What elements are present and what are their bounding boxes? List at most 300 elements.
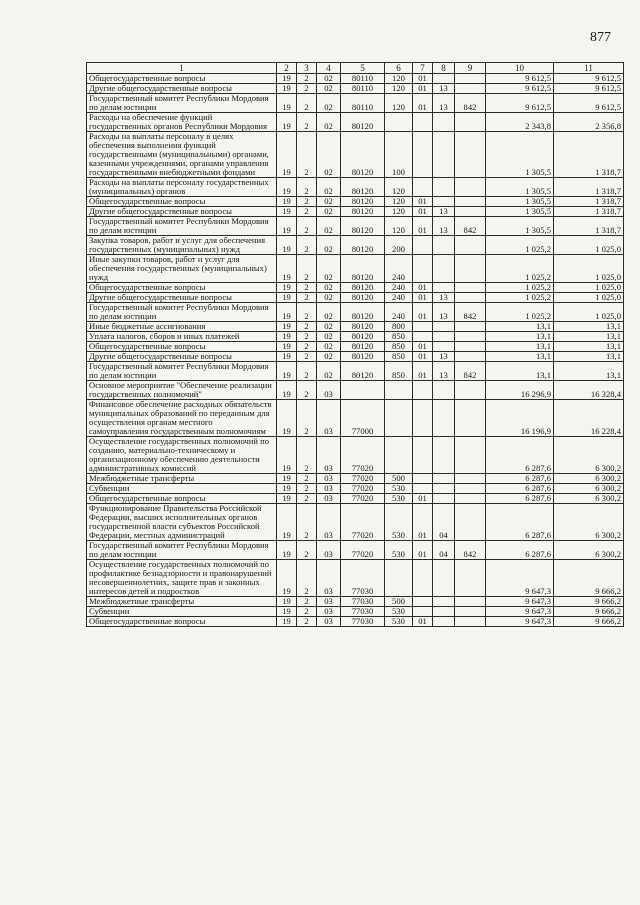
- code-col-4: 02: [317, 342, 341, 352]
- code-col-2: 19: [277, 597, 297, 607]
- amount-col-11: 13,1: [554, 362, 624, 381]
- code-col-4: 02: [317, 322, 341, 332]
- code-col-5: 77000: [341, 400, 385, 437]
- code-col-3: 2: [297, 332, 317, 342]
- code-col-6: 850: [385, 332, 413, 342]
- code-col-5: 80120: [341, 255, 385, 283]
- amount-col-10: 1 025,2: [486, 283, 554, 293]
- code-col-5: 80120: [341, 352, 385, 362]
- code-col-7: [413, 236, 433, 255]
- code-col-6: 500: [385, 474, 413, 484]
- amount-col-11: 1 025,0: [554, 255, 624, 283]
- amount-col-11: 13,1: [554, 352, 624, 362]
- code-col-7: 01: [413, 94, 433, 113]
- code-col-4: 03: [317, 381, 341, 400]
- code-col-5: 80120: [341, 322, 385, 332]
- table-row: [87, 484, 624, 494]
- code-col-8: [433, 74, 455, 84]
- code-col-3: 2: [297, 541, 317, 560]
- code-col-3: 2: [297, 474, 317, 484]
- code-col-6: 500: [385, 597, 413, 607]
- code-col-5: 80120: [341, 197, 385, 207]
- code-col-6: 100: [385, 132, 413, 178]
- code-col-9: [455, 494, 486, 504]
- amount-col-11: 16 228,4: [554, 400, 624, 437]
- code-col-5: 80120: [341, 332, 385, 342]
- code-col-2: 19: [277, 303, 297, 322]
- code-col-3: 2: [297, 132, 317, 178]
- amount-col-11: 1 318,7: [554, 207, 624, 217]
- code-col-3: 2: [297, 293, 317, 303]
- code-col-4: 02: [317, 303, 341, 322]
- row-name: Другие общегосударственные вопросы: [87, 84, 277, 94]
- code-col-8: [433, 560, 455, 597]
- code-col-3: 2: [297, 255, 317, 283]
- column-header-7: 7: [413, 63, 433, 74]
- amount-col-10: 9 647,3: [486, 617, 554, 627]
- table-row: [87, 132, 624, 178]
- code-col-3: 2: [297, 84, 317, 94]
- row-name: Осуществление государственных полномочий по профилактике безнадзорности и правонарушений несовершеннолетних, защите прав и законных интересов детей и подростков: [87, 560, 277, 597]
- code-col-8: [433, 342, 455, 352]
- table-row: [87, 597, 624, 607]
- code-col-6: 120: [385, 197, 413, 207]
- code-col-9: 842: [455, 94, 486, 113]
- table-row: [87, 494, 624, 504]
- code-col-7: 01: [413, 84, 433, 94]
- code-col-4: 02: [317, 217, 341, 236]
- code-col-9: [455, 132, 486, 178]
- table-row: [87, 400, 624, 437]
- code-col-3: 2: [297, 207, 317, 217]
- table-row: [87, 332, 624, 342]
- code-col-5: 80120: [341, 342, 385, 352]
- amount-col-11: 1 025,0: [554, 236, 624, 255]
- code-col-7: 01: [413, 303, 433, 322]
- amount-col-10: 13,1: [486, 342, 554, 352]
- code-col-9: [455, 322, 486, 332]
- code-col-2: 19: [277, 541, 297, 560]
- row-name: Уплата налогов, сборов и иных платежей: [87, 332, 277, 342]
- code-col-9: [455, 381, 486, 400]
- amount-col-11: 9 666,2: [554, 560, 624, 597]
- amount-col-10: 9 647,3: [486, 597, 554, 607]
- code-col-5: 77030: [341, 597, 385, 607]
- amount-col-11: 13,1: [554, 332, 624, 342]
- code-col-2: 19: [277, 84, 297, 94]
- code-col-5: 80120: [341, 303, 385, 322]
- code-col-4: 02: [317, 84, 341, 94]
- code-col-6: [385, 437, 413, 474]
- amount-col-11: 13,1: [554, 342, 624, 352]
- amount-col-10: 13,1: [486, 362, 554, 381]
- amount-col-11: 9 666,2: [554, 607, 624, 617]
- code-col-7: 01: [413, 217, 433, 236]
- code-col-5: 80110: [341, 84, 385, 94]
- code-col-2: 19: [277, 381, 297, 400]
- row-name: Общегосударственные вопросы: [87, 283, 277, 293]
- code-col-2: 19: [277, 132, 297, 178]
- code-col-4: 03: [317, 607, 341, 617]
- table-row: [87, 255, 624, 283]
- code-col-3: 2: [297, 197, 317, 207]
- row-name: Иные закупки товаров, работ и услуг для обеспечения государственных (муниципальных) нужд: [87, 255, 277, 283]
- code-col-4: 02: [317, 293, 341, 303]
- code-col-8: [433, 255, 455, 283]
- row-name: Государственный комитет Республики Мордовия по делам юстиции: [87, 303, 277, 322]
- amount-col-10: 2 343,8: [486, 113, 554, 132]
- code-col-7: 01: [413, 541, 433, 560]
- code-col-6: 530: [385, 504, 413, 541]
- row-name: Осуществление государственных полномочий по созданию, материально-техническому и организационному обеспечению деятельности административных комиссий: [87, 437, 277, 474]
- table-row: [87, 474, 624, 484]
- code-col-4: 03: [317, 504, 341, 541]
- code-col-5: 80110: [341, 94, 385, 113]
- row-name: Основное мероприятие "Обеспечение реализации государственных полномочий": [87, 381, 277, 400]
- code-col-6: 240: [385, 303, 413, 322]
- table-row: [87, 322, 624, 332]
- amount-col-10: 6 287,6: [486, 474, 554, 484]
- code-col-5: 80120: [341, 236, 385, 255]
- code-col-7: [413, 400, 433, 437]
- row-name: Общегосударственные вопросы: [87, 494, 277, 504]
- code-col-5: 80120: [341, 207, 385, 217]
- code-col-7: [413, 560, 433, 597]
- row-name: Расходы на обеспечение функций государственных органов Республики Мордовия: [87, 113, 277, 132]
- row-name: Государственный комитет Республики Мордовия по делам юстиции: [87, 217, 277, 236]
- code-col-7: 01: [413, 504, 433, 541]
- code-col-6: 530: [385, 484, 413, 494]
- amount-col-11: 9 666,2: [554, 597, 624, 607]
- code-col-8: [433, 332, 455, 342]
- code-col-4: 02: [317, 255, 341, 283]
- code-col-8: [433, 474, 455, 484]
- code-col-6: 850: [385, 362, 413, 381]
- code-col-2: 19: [277, 283, 297, 293]
- table-row: [87, 560, 624, 597]
- code-col-4: 03: [317, 437, 341, 474]
- code-col-2: 19: [277, 607, 297, 617]
- row-name: Субвенции: [87, 484, 277, 494]
- code-col-8: 13: [433, 303, 455, 322]
- code-col-9: [455, 255, 486, 283]
- code-col-5: 77020: [341, 437, 385, 474]
- code-col-5: 77030: [341, 607, 385, 617]
- code-col-2: 19: [277, 113, 297, 132]
- row-name: Расходы на выплаты персоналу государственных (муниципальных) органов: [87, 178, 277, 197]
- row-name: Расходы на выплаты персоналу в целях обеспечения выполнения функций государственными (муниципальными) органами, казенными учреждениями, органами управления государственными внебюджетными фондами: [87, 132, 277, 178]
- code-col-6: 120: [385, 217, 413, 236]
- code-col-4: 03: [317, 400, 341, 437]
- code-col-5: 77020: [341, 474, 385, 484]
- code-col-4: 03: [317, 597, 341, 607]
- code-col-4: 02: [317, 332, 341, 342]
- table-row: [87, 236, 624, 255]
- code-col-5: 77020: [341, 541, 385, 560]
- code-col-2: 19: [277, 504, 297, 541]
- code-col-5: 80120: [341, 132, 385, 178]
- code-col-6: 200: [385, 236, 413, 255]
- row-name: Закупка товаров, работ и услуг для обеспечения государственных (муниципальных) нужд: [87, 236, 277, 255]
- code-col-8: [433, 113, 455, 132]
- row-name: Государственный комитет Республики Мордовия по делам юстиции: [87, 94, 277, 113]
- code-col-4: 02: [317, 283, 341, 293]
- code-col-2: 19: [277, 293, 297, 303]
- code-col-8: 13: [433, 207, 455, 217]
- code-col-3: 2: [297, 597, 317, 607]
- amount-col-10: 13,1: [486, 322, 554, 332]
- code-col-5: 80120: [341, 217, 385, 236]
- row-name: Другие общегосударственные вопросы: [87, 207, 277, 217]
- code-col-6: 530: [385, 607, 413, 617]
- amount-col-10: 9 612,5: [486, 74, 554, 84]
- code-col-8: [433, 322, 455, 332]
- code-col-9: 842: [455, 541, 486, 560]
- amount-col-10: 16 196,9: [486, 400, 554, 437]
- budget-table: [86, 62, 624, 627]
- code-col-4: 02: [317, 132, 341, 178]
- code-col-3: 2: [297, 94, 317, 113]
- code-col-8: [433, 132, 455, 178]
- code-col-8: [433, 437, 455, 474]
- code-col-7: 01: [413, 207, 433, 217]
- code-col-6: [385, 113, 413, 132]
- code-col-8: 13: [433, 94, 455, 113]
- code-col-4: 02: [317, 236, 341, 255]
- code-col-9: [455, 293, 486, 303]
- amount-col-10: 1 305,5: [486, 132, 554, 178]
- code-col-3: 2: [297, 494, 317, 504]
- code-col-2: 19: [277, 322, 297, 332]
- code-col-7: [413, 607, 433, 617]
- code-col-5: 80120: [341, 113, 385, 132]
- row-name: Общегосударственные вопросы: [87, 342, 277, 352]
- amount-col-11: 9 612,5: [554, 94, 624, 113]
- code-col-5: 77030: [341, 560, 385, 597]
- code-col-7: [413, 178, 433, 197]
- code-col-2: 19: [277, 484, 297, 494]
- code-col-9: [455, 437, 486, 474]
- code-col-2: 19: [277, 197, 297, 207]
- code-col-8: [433, 494, 455, 504]
- row-name: Финансовое обеспечение расходных обязательств муниципальных образований по переданным для осуществления органам местного самоуправления государственным полномочиям: [87, 400, 277, 437]
- column-header-2: 2: [277, 63, 297, 74]
- row-name: Общегосударственные вопросы: [87, 74, 277, 84]
- code-col-5: 77020: [341, 484, 385, 494]
- amount-col-11: 6 300,2: [554, 504, 624, 541]
- code-col-9: 842: [455, 303, 486, 322]
- amount-col-11: 9 666,2: [554, 617, 624, 627]
- code-col-7: 01: [413, 293, 433, 303]
- column-header-3: 3: [297, 63, 317, 74]
- code-col-4: 02: [317, 197, 341, 207]
- code-col-7: 01: [413, 352, 433, 362]
- code-col-2: 19: [277, 494, 297, 504]
- code-col-2: 19: [277, 207, 297, 217]
- table-row: [87, 178, 624, 197]
- table-row: [87, 84, 624, 94]
- amount-col-10: 6 287,6: [486, 504, 554, 541]
- code-col-3: 2: [297, 362, 317, 381]
- code-col-6: 120: [385, 74, 413, 84]
- code-col-8: [433, 617, 455, 627]
- code-col-4: 03: [317, 494, 341, 504]
- code-col-7: [413, 132, 433, 178]
- table-row: [87, 541, 624, 560]
- table-row: [87, 362, 624, 381]
- code-col-8: [433, 381, 455, 400]
- amount-col-10: 9 647,3: [486, 560, 554, 597]
- code-col-8: 13: [433, 352, 455, 362]
- code-col-3: 2: [297, 303, 317, 322]
- row-name: Государственный комитет Республики Мордовия по делам юстиции: [87, 362, 277, 381]
- code-col-9: [455, 207, 486, 217]
- code-col-9: [455, 74, 486, 84]
- code-col-2: 19: [277, 217, 297, 236]
- code-col-2: 19: [277, 560, 297, 597]
- code-col-2: 19: [277, 352, 297, 362]
- code-col-4: 02: [317, 207, 341, 217]
- code-col-5: 80110: [341, 74, 385, 84]
- amount-col-10: 6 287,6: [486, 541, 554, 560]
- code-col-5: 80120: [341, 362, 385, 381]
- code-col-9: [455, 84, 486, 94]
- code-col-7: [413, 437, 433, 474]
- amount-col-11: 16 328,4: [554, 381, 624, 400]
- column-header-11: 11: [554, 63, 624, 74]
- code-col-2: 19: [277, 362, 297, 381]
- column-header-6: 6: [385, 63, 413, 74]
- amount-col-10: 13,1: [486, 332, 554, 342]
- amount-col-11: 1 025,0: [554, 303, 624, 322]
- row-name: Общегосударственные вопросы: [87, 197, 277, 207]
- code-col-4: 02: [317, 94, 341, 113]
- code-col-6: 800: [385, 322, 413, 332]
- code-col-7: 01: [413, 362, 433, 381]
- table-row: [87, 617, 624, 627]
- code-col-9: [455, 504, 486, 541]
- code-col-7: 01: [413, 283, 433, 293]
- amount-col-10: 9 612,5: [486, 84, 554, 94]
- row-name: Функционирование Правительства Российской Федерации, высших исполнительных органов государственной власти субъектов Российской Федерации, местных администраций: [87, 504, 277, 541]
- amount-col-11: 6 300,2: [554, 541, 624, 560]
- code-col-8: 13: [433, 217, 455, 236]
- code-col-7: 01: [413, 342, 433, 352]
- amount-col-11: 13,1: [554, 322, 624, 332]
- code-col-3: 2: [297, 283, 317, 293]
- amount-col-10: 6 287,6: [486, 494, 554, 504]
- code-col-4: 03: [317, 617, 341, 627]
- code-col-3: 2: [297, 617, 317, 627]
- code-col-9: [455, 400, 486, 437]
- row-name: Межбюджетные трансферты: [87, 474, 277, 484]
- table-row: [87, 437, 624, 474]
- code-col-6: 120: [385, 84, 413, 94]
- code-col-3: 2: [297, 400, 317, 437]
- row-name: Государственный комитет Республики Мордовия по делам юстиции: [87, 541, 277, 560]
- code-col-2: 19: [277, 94, 297, 113]
- code-col-2: 19: [277, 400, 297, 437]
- code-col-8: 13: [433, 84, 455, 94]
- code-col-3: 2: [297, 437, 317, 474]
- code-col-6: [385, 400, 413, 437]
- code-col-2: 19: [277, 74, 297, 84]
- amount-col-10: 9 612,5: [486, 94, 554, 113]
- code-col-3: 2: [297, 217, 317, 236]
- code-col-4: 02: [317, 178, 341, 197]
- amount-col-10: 6 287,6: [486, 484, 554, 494]
- code-col-9: [455, 342, 486, 352]
- amount-col-10: 1 305,5: [486, 197, 554, 207]
- table-row: [87, 504, 624, 541]
- code-col-9: [455, 607, 486, 617]
- code-col-5: 80120: [341, 178, 385, 197]
- amount-col-11: 1 318,7: [554, 132, 624, 178]
- code-col-3: 2: [297, 113, 317, 132]
- row-name: Общегосударственные вопросы: [87, 617, 277, 627]
- code-col-4: 02: [317, 362, 341, 381]
- code-col-2: 19: [277, 342, 297, 352]
- code-col-2: 19: [277, 474, 297, 484]
- code-col-6: 120: [385, 207, 413, 217]
- table-header-row: [87, 63, 624, 74]
- code-col-3: 2: [297, 607, 317, 617]
- code-col-7: 01: [413, 197, 433, 207]
- amount-col-10: 13,1: [486, 352, 554, 362]
- amount-col-10: 1 025,2: [486, 236, 554, 255]
- code-col-5: 80120: [341, 293, 385, 303]
- code-col-5: 77020: [341, 494, 385, 504]
- code-col-7: [413, 484, 433, 494]
- code-col-7: [413, 113, 433, 132]
- code-col-2: 19: [277, 236, 297, 255]
- amount-col-11: 6 300,2: [554, 494, 624, 504]
- amount-col-11: 1 025,0: [554, 293, 624, 303]
- amount-col-11: 1 025,0: [554, 283, 624, 293]
- row-name: Другие общегосударственные вопросы: [87, 352, 277, 362]
- code-col-8: 04: [433, 504, 455, 541]
- amount-col-11: 6 300,2: [554, 437, 624, 474]
- code-col-4: 03: [317, 474, 341, 484]
- amount-col-11: 1 318,7: [554, 197, 624, 207]
- code-col-9: [455, 474, 486, 484]
- amount-col-10: 6 287,6: [486, 437, 554, 474]
- code-col-9: 842: [455, 217, 486, 236]
- amount-col-11: 6 300,2: [554, 484, 624, 494]
- code-col-3: 2: [297, 342, 317, 352]
- code-col-9: [455, 597, 486, 607]
- amount-col-11: 1 318,7: [554, 178, 624, 197]
- code-col-9: [455, 560, 486, 597]
- code-col-9: [455, 352, 486, 362]
- table-row: [87, 197, 624, 207]
- code-col-6: 530: [385, 617, 413, 627]
- code-col-9: [455, 484, 486, 494]
- code-col-3: 2: [297, 484, 317, 494]
- code-col-6: 120: [385, 178, 413, 197]
- amount-col-11: 9 612,5: [554, 84, 624, 94]
- code-col-9: 842: [455, 362, 486, 381]
- amount-col-11: 9 612,5: [554, 74, 624, 84]
- code-col-8: [433, 283, 455, 293]
- code-col-6: [385, 381, 413, 400]
- code-col-2: 19: [277, 178, 297, 197]
- code-col-5: 80120: [341, 283, 385, 293]
- column-header-8: 8: [433, 63, 455, 74]
- column-header-4: 4: [317, 63, 341, 74]
- code-col-9: [455, 617, 486, 627]
- row-name: Субвенции: [87, 607, 277, 617]
